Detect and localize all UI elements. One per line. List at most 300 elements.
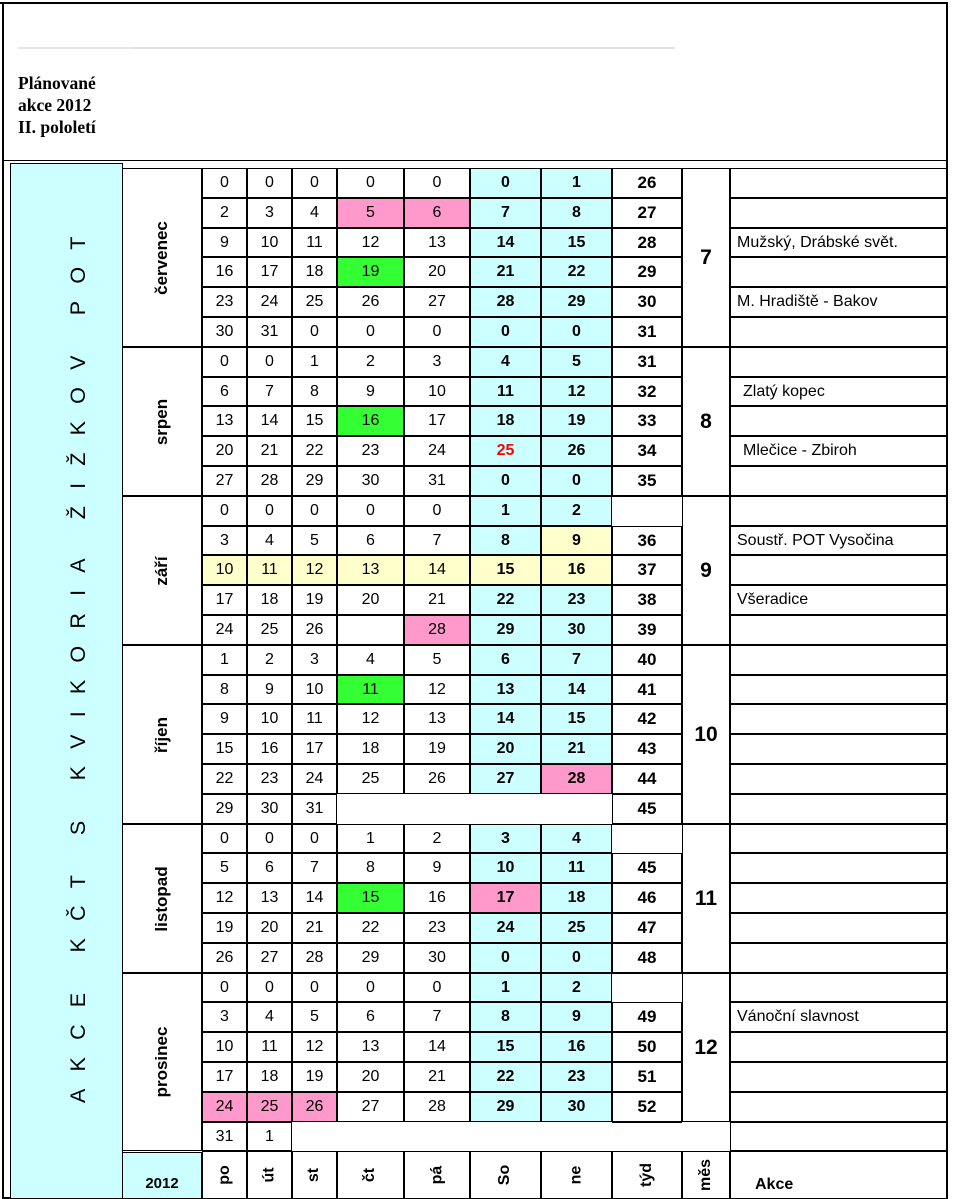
day-cell: 4 bbox=[247, 526, 292, 555]
month-label: září bbox=[152, 555, 171, 586]
week-number: 46 bbox=[612, 883, 682, 913]
day-cell: 20 bbox=[202, 436, 247, 466]
day-cell: 22 bbox=[541, 257, 612, 287]
day-cell: 18 bbox=[337, 734, 404, 764]
day-cell: 0 bbox=[541, 317, 612, 347]
event-cell bbox=[730, 973, 947, 1002]
day-cell: 28 bbox=[470, 287, 541, 317]
day-cell: 20 bbox=[337, 585, 404, 615]
day-cell: 24 bbox=[202, 615, 247, 645]
event-cell bbox=[730, 853, 947, 883]
day-cell: 5 bbox=[541, 347, 612, 377]
week-number: 51 bbox=[612, 1062, 682, 1092]
day-cell: 16 bbox=[541, 1032, 612, 1062]
week-number: 31 bbox=[612, 347, 682, 377]
week-number: 29 bbox=[612, 257, 682, 287]
day-cell: 22 bbox=[470, 585, 541, 615]
week-number: 26 bbox=[612, 168, 682, 198]
day-cell: 24 bbox=[470, 913, 541, 943]
day-cell: 9 bbox=[541, 526, 612, 555]
day-cell: 4 bbox=[337, 645, 404, 675]
day-cell: 22 bbox=[202, 764, 247, 794]
day-cell: 27 bbox=[470, 764, 541, 794]
day-cell: 10 bbox=[404, 377, 470, 406]
day-cell: 0 bbox=[404, 973, 470, 1002]
day-cell: 0 bbox=[247, 824, 292, 853]
day-cell: 7 bbox=[292, 853, 337, 883]
day-cell: 0 bbox=[292, 168, 337, 198]
day-cell: 0 bbox=[202, 496, 247, 526]
day-cell: 7 bbox=[247, 377, 292, 406]
day-cell: 26 bbox=[337, 287, 404, 317]
day-cell: 14 bbox=[470, 228, 541, 257]
day-cell: 5 bbox=[292, 1002, 337, 1032]
day-cell: 20 bbox=[470, 734, 541, 764]
year-cell: 2012 bbox=[123, 1152, 202, 1199]
day-cell: 11 bbox=[247, 1032, 292, 1062]
day-cell: 0 bbox=[292, 824, 337, 853]
day-cell bbox=[337, 615, 404, 645]
week-number: 49 bbox=[612, 1002, 682, 1032]
day-cell: 30 bbox=[337, 466, 404, 496]
day-cell: 0 bbox=[337, 168, 404, 198]
day-cell: 26 bbox=[404, 764, 470, 794]
week-number: 37 bbox=[612, 555, 682, 585]
day-cell: 13 bbox=[404, 228, 470, 257]
day-cell: 10 bbox=[247, 228, 292, 257]
month-column-5 bbox=[123, 824, 202, 973]
week-number: 38 bbox=[612, 585, 682, 615]
day-cell: 29 bbox=[202, 794, 247, 824]
day-cell: 0 bbox=[470, 168, 541, 198]
day-cell: 19 bbox=[404, 734, 470, 764]
day-cell: 23 bbox=[541, 585, 612, 615]
week-number: 27 bbox=[612, 198, 682, 228]
week-number bbox=[612, 1122, 682, 1151]
day-cell: 21 bbox=[247, 436, 292, 466]
day-cell: 23 bbox=[337, 436, 404, 466]
day-cell: 0 bbox=[404, 317, 470, 347]
day-cell: 25 bbox=[292, 287, 337, 317]
event-cell: Mužský, Drábské svět. bbox=[730, 228, 947, 257]
day-cell: 9 bbox=[247, 675, 292, 704]
day-cell: 14 bbox=[541, 675, 612, 704]
month-column-4 bbox=[123, 645, 202, 824]
title-line: akce 2012 bbox=[18, 95, 92, 115]
day-cell: 7 bbox=[470, 198, 541, 228]
event-cell bbox=[730, 764, 947, 794]
day-cell: 3 bbox=[247, 198, 292, 228]
day-cell: 7 bbox=[404, 1002, 470, 1032]
day-cell: 18 bbox=[292, 257, 337, 287]
day-cell: 9 bbox=[337, 377, 404, 406]
event-cell: Všeradice bbox=[730, 585, 947, 615]
week-number: 44 bbox=[612, 764, 682, 794]
day-cell: 20 bbox=[337, 1062, 404, 1092]
day-cell: 15 bbox=[202, 734, 247, 764]
day-cell: 10 bbox=[202, 1032, 247, 1062]
day-cell: 14 bbox=[292, 883, 337, 913]
day-cell: 7 bbox=[541, 645, 612, 675]
event-cell bbox=[730, 347, 947, 377]
week-number: 36 bbox=[612, 526, 682, 555]
day-cell: 0 bbox=[202, 168, 247, 198]
day-cell: 25 bbox=[247, 1092, 292, 1122]
column-header-9: měs bbox=[682, 1151, 730, 1199]
day-cell bbox=[404, 1122, 470, 1151]
day-cell: 11 bbox=[292, 704, 337, 734]
week-number: 31 bbox=[612, 317, 682, 347]
week-number bbox=[612, 973, 682, 1002]
day-cell: 2 bbox=[202, 198, 247, 228]
event-cell bbox=[730, 1032, 947, 1062]
day-cell: 19 bbox=[541, 406, 612, 436]
day-cell: 21 bbox=[404, 585, 470, 615]
day-cell: 10 bbox=[292, 675, 337, 704]
day-cell: 14 bbox=[470, 704, 541, 734]
day-cell: 15 bbox=[337, 883, 404, 913]
month-number: 7 bbox=[682, 168, 730, 347]
day-cell: 4 bbox=[292, 198, 337, 228]
day-cell bbox=[541, 1122, 612, 1151]
event-cell bbox=[730, 645, 947, 675]
day-cell: 17 bbox=[247, 257, 292, 287]
day-cell: 15 bbox=[470, 555, 541, 585]
week-number: 40 bbox=[612, 645, 682, 675]
day-cell: 29 bbox=[292, 466, 337, 496]
event-cell bbox=[730, 198, 947, 228]
day-cell: 7 bbox=[404, 526, 470, 555]
day-cell: 3 bbox=[292, 645, 337, 675]
day-cell: 4 bbox=[541, 824, 612, 853]
month-number: 12 bbox=[682, 973, 730, 1122]
day-cell: 15 bbox=[541, 228, 612, 257]
day-cell: 29 bbox=[541, 287, 612, 317]
day-cell: 13 bbox=[247, 883, 292, 913]
page-title bbox=[18, 72, 96, 138]
day-cell: 18 bbox=[247, 585, 292, 615]
day-cell: 8 bbox=[202, 675, 247, 704]
day-cell: 0 bbox=[337, 317, 404, 347]
event-cell bbox=[730, 1092, 947, 1122]
day-cell: 16 bbox=[202, 257, 247, 287]
day-cell: 0 bbox=[247, 347, 292, 377]
month-column-3 bbox=[123, 496, 202, 645]
month-number: 10 bbox=[682, 645, 730, 824]
day-cell: 16 bbox=[541, 555, 612, 585]
day-cell: 1 bbox=[292, 347, 337, 377]
day-cell: 2 bbox=[541, 973, 612, 1002]
day-cell: 19 bbox=[202, 913, 247, 943]
page-frame-top bbox=[0, 2, 948, 4]
week-number: 42 bbox=[612, 704, 682, 734]
day-cell: 13 bbox=[404, 704, 470, 734]
day-cell: 0 bbox=[470, 317, 541, 347]
day-cell: 6 bbox=[337, 526, 404, 555]
day-cell: 2 bbox=[247, 645, 292, 675]
day-cell: 22 bbox=[470, 1062, 541, 1092]
day-cell: 8 bbox=[541, 198, 612, 228]
day-cell: 25 bbox=[541, 913, 612, 943]
day-cell: 11 bbox=[337, 675, 404, 704]
day-cell: 9 bbox=[541, 1002, 612, 1032]
day-cell: 28 bbox=[247, 466, 292, 496]
day-cell: 0 bbox=[292, 317, 337, 347]
event-cell bbox=[730, 943, 947, 973]
day-cell: 5 bbox=[404, 645, 470, 675]
day-cell: 14 bbox=[404, 1032, 470, 1062]
day-cell: 5 bbox=[202, 853, 247, 883]
day-cell: 13 bbox=[470, 675, 541, 704]
event-cell: Zlatý kopec bbox=[730, 377, 947, 406]
day-cell: 12 bbox=[404, 675, 470, 704]
day-cell: 31 bbox=[247, 317, 292, 347]
day-cell: 9 bbox=[404, 853, 470, 883]
event-cell: Mlečice - Zbiroh bbox=[730, 436, 947, 466]
event-cell bbox=[730, 317, 947, 347]
day-cell: 18 bbox=[470, 406, 541, 436]
event-cell: M. Hradiště - Bakov bbox=[730, 287, 947, 317]
day-cell: 12 bbox=[292, 555, 337, 585]
day-cell: 0 bbox=[404, 168, 470, 198]
day-cell: 16 bbox=[404, 883, 470, 913]
day-cell: 21 bbox=[541, 734, 612, 764]
day-cell: 21 bbox=[292, 913, 337, 943]
day-cell: 17 bbox=[202, 1062, 247, 1092]
day-cell: 0 bbox=[202, 824, 247, 853]
day-cell: 30 bbox=[404, 943, 470, 973]
day-cell: 1 bbox=[247, 1122, 292, 1151]
week-number: 45 bbox=[612, 794, 682, 824]
event-cell bbox=[730, 704, 947, 734]
event-cell bbox=[730, 555, 947, 585]
event-cell bbox=[730, 794, 947, 824]
week-number bbox=[612, 824, 682, 853]
day-cell: 18 bbox=[247, 1062, 292, 1092]
day-cell: 3 bbox=[404, 347, 470, 377]
day-cell: 6 bbox=[202, 377, 247, 406]
week-number: 39 bbox=[612, 615, 682, 645]
day-cell: 10 bbox=[470, 853, 541, 883]
column-header-7: ne bbox=[541, 1151, 612, 1199]
day-cell bbox=[404, 794, 470, 824]
day-cell: 3 bbox=[202, 526, 247, 555]
week-number: 43 bbox=[612, 734, 682, 764]
day-cell: 22 bbox=[292, 436, 337, 466]
day-cell: 21 bbox=[470, 257, 541, 287]
month-number: 8 bbox=[682, 347, 730, 496]
day-cell: 0 bbox=[247, 168, 292, 198]
day-cell: 15 bbox=[470, 1032, 541, 1062]
faint-rule-left bbox=[18, 47, 133, 49]
page-frame-left bbox=[2, 2, 4, 1199]
day-cell: 1 bbox=[470, 973, 541, 1002]
day-cell: 30 bbox=[541, 615, 612, 645]
day-cell: 28 bbox=[292, 943, 337, 973]
day-cell: 4 bbox=[247, 1002, 292, 1032]
day-cell: 13 bbox=[337, 1032, 404, 1062]
day-cell: 29 bbox=[470, 1092, 541, 1122]
day-cell: 8 bbox=[337, 853, 404, 883]
day-cell: 23 bbox=[202, 287, 247, 317]
day-cell: 1 bbox=[202, 645, 247, 675]
day-cell: 26 bbox=[292, 1092, 337, 1122]
column-header-4: čt bbox=[337, 1151, 404, 1199]
column-header-10: Akce bbox=[730, 1151, 947, 1199]
day-cell: 2 bbox=[541, 496, 612, 526]
day-cell bbox=[337, 1122, 404, 1151]
event-cell bbox=[730, 168, 947, 198]
week-number: 41 bbox=[612, 675, 682, 704]
day-cell: 1 bbox=[337, 824, 404, 853]
title-line: II. pololetí bbox=[18, 117, 96, 137]
day-cell: 13 bbox=[337, 555, 404, 585]
day-cell: 10 bbox=[202, 555, 247, 585]
day-cell: 26 bbox=[541, 436, 612, 466]
day-cell bbox=[337, 794, 404, 824]
day-cell: 0 bbox=[337, 973, 404, 1002]
day-cell: 24 bbox=[292, 764, 337, 794]
day-cell: 8 bbox=[292, 377, 337, 406]
day-cell: 20 bbox=[404, 257, 470, 287]
week-number: 45 bbox=[612, 853, 682, 883]
day-cell: 0 bbox=[337, 496, 404, 526]
event-cell bbox=[730, 1062, 947, 1092]
day-cell: 25 bbox=[337, 764, 404, 794]
day-cell: 1 bbox=[470, 496, 541, 526]
day-cell: 0 bbox=[292, 496, 337, 526]
week-number: 52 bbox=[612, 1092, 682, 1122]
day-cell: 12 bbox=[337, 704, 404, 734]
week-number: 32 bbox=[612, 377, 682, 406]
day-cell: 26 bbox=[292, 615, 337, 645]
day-cell: 12 bbox=[202, 883, 247, 913]
day-cell: 30 bbox=[202, 317, 247, 347]
day-cell: 27 bbox=[337, 1092, 404, 1122]
day-cell: 0 bbox=[404, 496, 470, 526]
event-cell bbox=[730, 675, 947, 704]
week-number: 28 bbox=[612, 228, 682, 257]
day-cell: 14 bbox=[404, 555, 470, 585]
day-cell: 0 bbox=[541, 943, 612, 973]
event-cell bbox=[730, 734, 947, 764]
day-cell: 28 bbox=[404, 1092, 470, 1122]
week-number: 33 bbox=[612, 406, 682, 436]
event-cell bbox=[730, 257, 947, 287]
week-number: 35 bbox=[612, 466, 682, 496]
event-cell: Vánoční slavnost bbox=[730, 1002, 947, 1032]
month-label: říjen bbox=[152, 716, 171, 753]
faint-rule-right bbox=[133, 47, 675, 49]
day-cell: 12 bbox=[541, 377, 612, 406]
day-cell: 8 bbox=[470, 526, 541, 555]
day-cell: 29 bbox=[470, 615, 541, 645]
day-cell: 29 bbox=[337, 943, 404, 973]
day-cell: 23 bbox=[404, 913, 470, 943]
month-column-2 bbox=[123, 347, 202, 496]
day-cell: 17 bbox=[292, 734, 337, 764]
day-cell: 0 bbox=[541, 466, 612, 496]
day-cell: 19 bbox=[292, 585, 337, 615]
day-cell: 25 bbox=[247, 615, 292, 645]
day-cell: 28 bbox=[541, 764, 612, 794]
day-cell: 14 bbox=[247, 406, 292, 436]
day-cell: 0 bbox=[470, 943, 541, 973]
side-banner-text: AKCE KČT S KVIKORIA ŽIŽKOV POT bbox=[66, 219, 90, 1103]
day-cell: 6 bbox=[470, 645, 541, 675]
week-number bbox=[612, 496, 682, 526]
day-cell: 26 bbox=[202, 943, 247, 973]
day-cell: 25 bbox=[470, 436, 541, 466]
day-cell: 5 bbox=[292, 526, 337, 555]
day-cell: 31 bbox=[404, 466, 470, 496]
day-cell: 19 bbox=[292, 1062, 337, 1092]
day-cell: 0 bbox=[292, 973, 337, 1002]
month-label: červenec bbox=[152, 220, 171, 295]
day-cell bbox=[470, 1122, 541, 1151]
event-cell bbox=[730, 615, 947, 645]
event-cell bbox=[730, 824, 947, 853]
day-cell: 16 bbox=[337, 406, 404, 436]
day-cell: 23 bbox=[247, 764, 292, 794]
day-cell: 30 bbox=[541, 1092, 612, 1122]
day-cell: 0 bbox=[470, 466, 541, 496]
day-cell: 11 bbox=[247, 555, 292, 585]
day-cell: 24 bbox=[404, 436, 470, 466]
event-cell bbox=[730, 913, 947, 943]
day-cell: 3 bbox=[202, 1002, 247, 1032]
day-cell: 31 bbox=[202, 1122, 247, 1151]
event-cell bbox=[730, 466, 947, 496]
day-cell: 8 bbox=[470, 1002, 541, 1032]
month-label: prosinec bbox=[152, 1026, 171, 1098]
day-cell bbox=[292, 1122, 337, 1151]
day-cell: 27 bbox=[247, 943, 292, 973]
day-cell: 28 bbox=[404, 615, 470, 645]
month-label: listopad bbox=[152, 865, 171, 932]
week-number: 34 bbox=[612, 436, 682, 466]
month-column-1 bbox=[123, 168, 202, 347]
day-cell: 27 bbox=[202, 466, 247, 496]
week-number: 50 bbox=[612, 1032, 682, 1062]
day-cell: 0 bbox=[247, 496, 292, 526]
column-header-3: st bbox=[292, 1151, 337, 1199]
day-cell: 3 bbox=[470, 824, 541, 853]
day-cell bbox=[541, 794, 612, 824]
day-cell: 24 bbox=[247, 287, 292, 317]
day-cell: 15 bbox=[541, 704, 612, 734]
day-cell: 20 bbox=[247, 913, 292, 943]
day-cell: 11 bbox=[292, 228, 337, 257]
column-header-8: týd bbox=[612, 1151, 682, 1199]
week-number: 48 bbox=[612, 943, 682, 973]
day-cell: 13 bbox=[202, 406, 247, 436]
day-cell: 17 bbox=[404, 406, 470, 436]
day-cell: 0 bbox=[247, 973, 292, 1002]
column-header-6: So bbox=[470, 1151, 541, 1199]
day-cell: 0 bbox=[202, 973, 247, 1002]
day-cell: 18 bbox=[541, 883, 612, 913]
day-cell: 9 bbox=[202, 228, 247, 257]
day-cell: 11 bbox=[541, 853, 612, 883]
day-cell: 5 bbox=[337, 198, 404, 228]
month-number: 11 bbox=[682, 824, 730, 973]
month-number: 9 bbox=[682, 496, 730, 645]
day-cell: 17 bbox=[202, 585, 247, 615]
month-column-6 bbox=[123, 973, 202, 1151]
event-cell bbox=[730, 496, 947, 526]
day-cell: 2 bbox=[337, 347, 404, 377]
